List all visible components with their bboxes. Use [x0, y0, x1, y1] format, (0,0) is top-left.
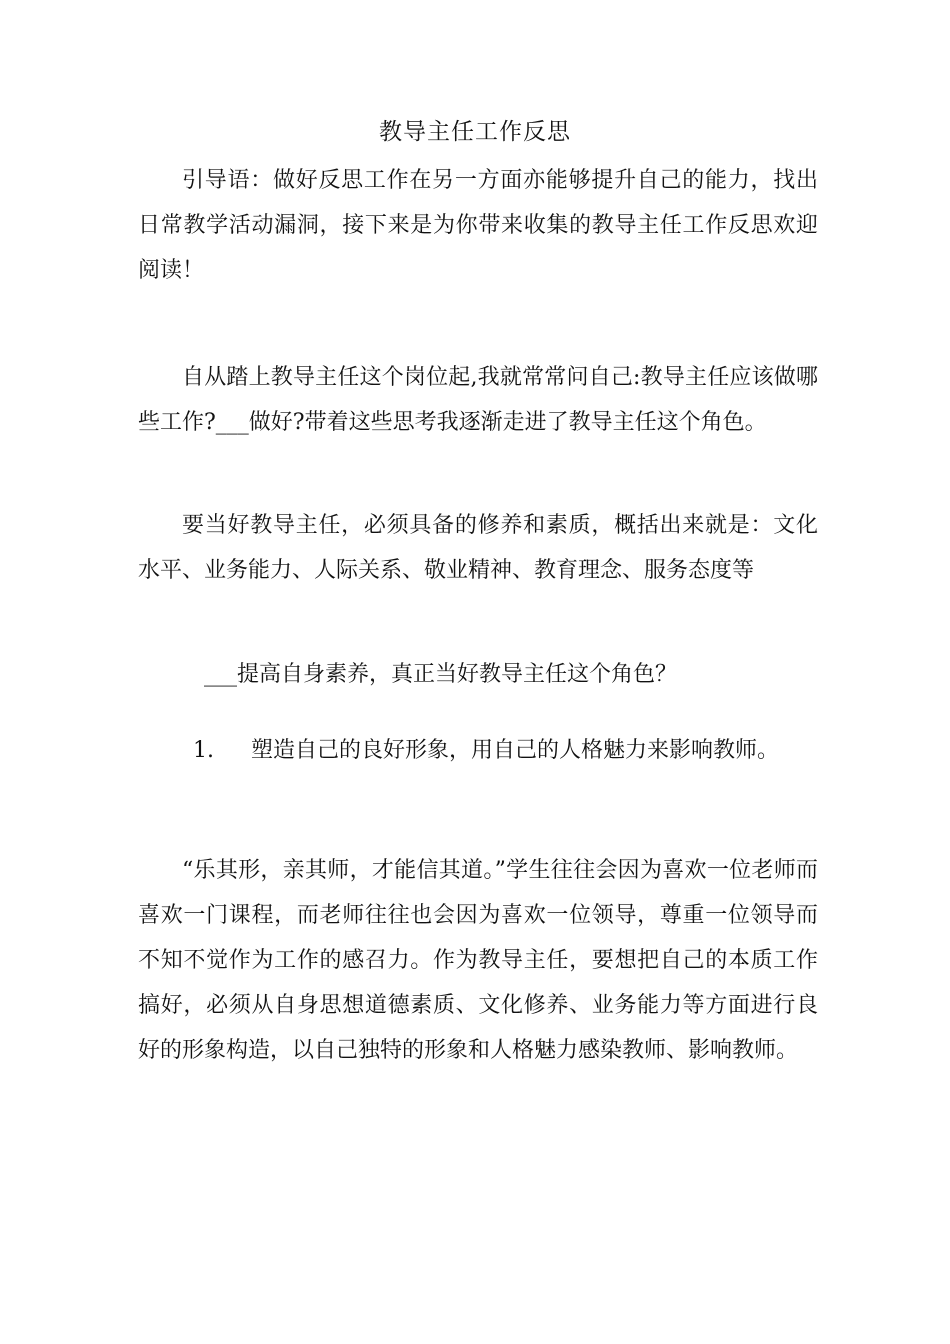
intro-paragraph: 引导语：做好反思工作在另一方面亦能够提升自己的能力，找出日常教学活动漏洞，接下来是为你带来收集的教导主任工作反思欢迎阅读！ — [138, 168, 818, 283]
paragraph-3: ___提高自身素养，真正当好教导主任这个角色？ — [204, 662, 678, 687]
item-text: 塑造自己的良好形象，用自己的人格魅力来影响教师。 — [251, 738, 780, 763]
paragraph-4: “乐其形，亲其师，才能信其道。”学生往往会因为喜欢一位老师而喜欢一门课程，而老师往往也会因为喜欢一位领导，尊重一位领导而不知不觉作为工作的感召力。作为教导主任，要想把自己的本质工作搞好，必须从自身思想道德素质、文化修养、业务能力等方面进行良好的形象构造，以自己独特的形象和人格魅力感染教师、影响教师。 — [138, 858, 818, 1063]
item-number: 1. — [193, 738, 214, 763]
paragraph-2: 要当好教导主任，必须具备的修养和素质，概括出来就是：文化水平、业务能力、人际关系、敬业精神、教育理念、服务态度等 — [138, 513, 818, 583]
paragraph-1: 自从踏上教导主任这个岗位起,我就常常问自己:教导主任应该做哪些工作?___做好?带着这些思考我逐渐走进了教导主任这个角色。 — [138, 365, 818, 435]
document-title: 教导主任工作反思 — [379, 119, 571, 145]
numbered-item-1 — [193, 728, 779, 773]
